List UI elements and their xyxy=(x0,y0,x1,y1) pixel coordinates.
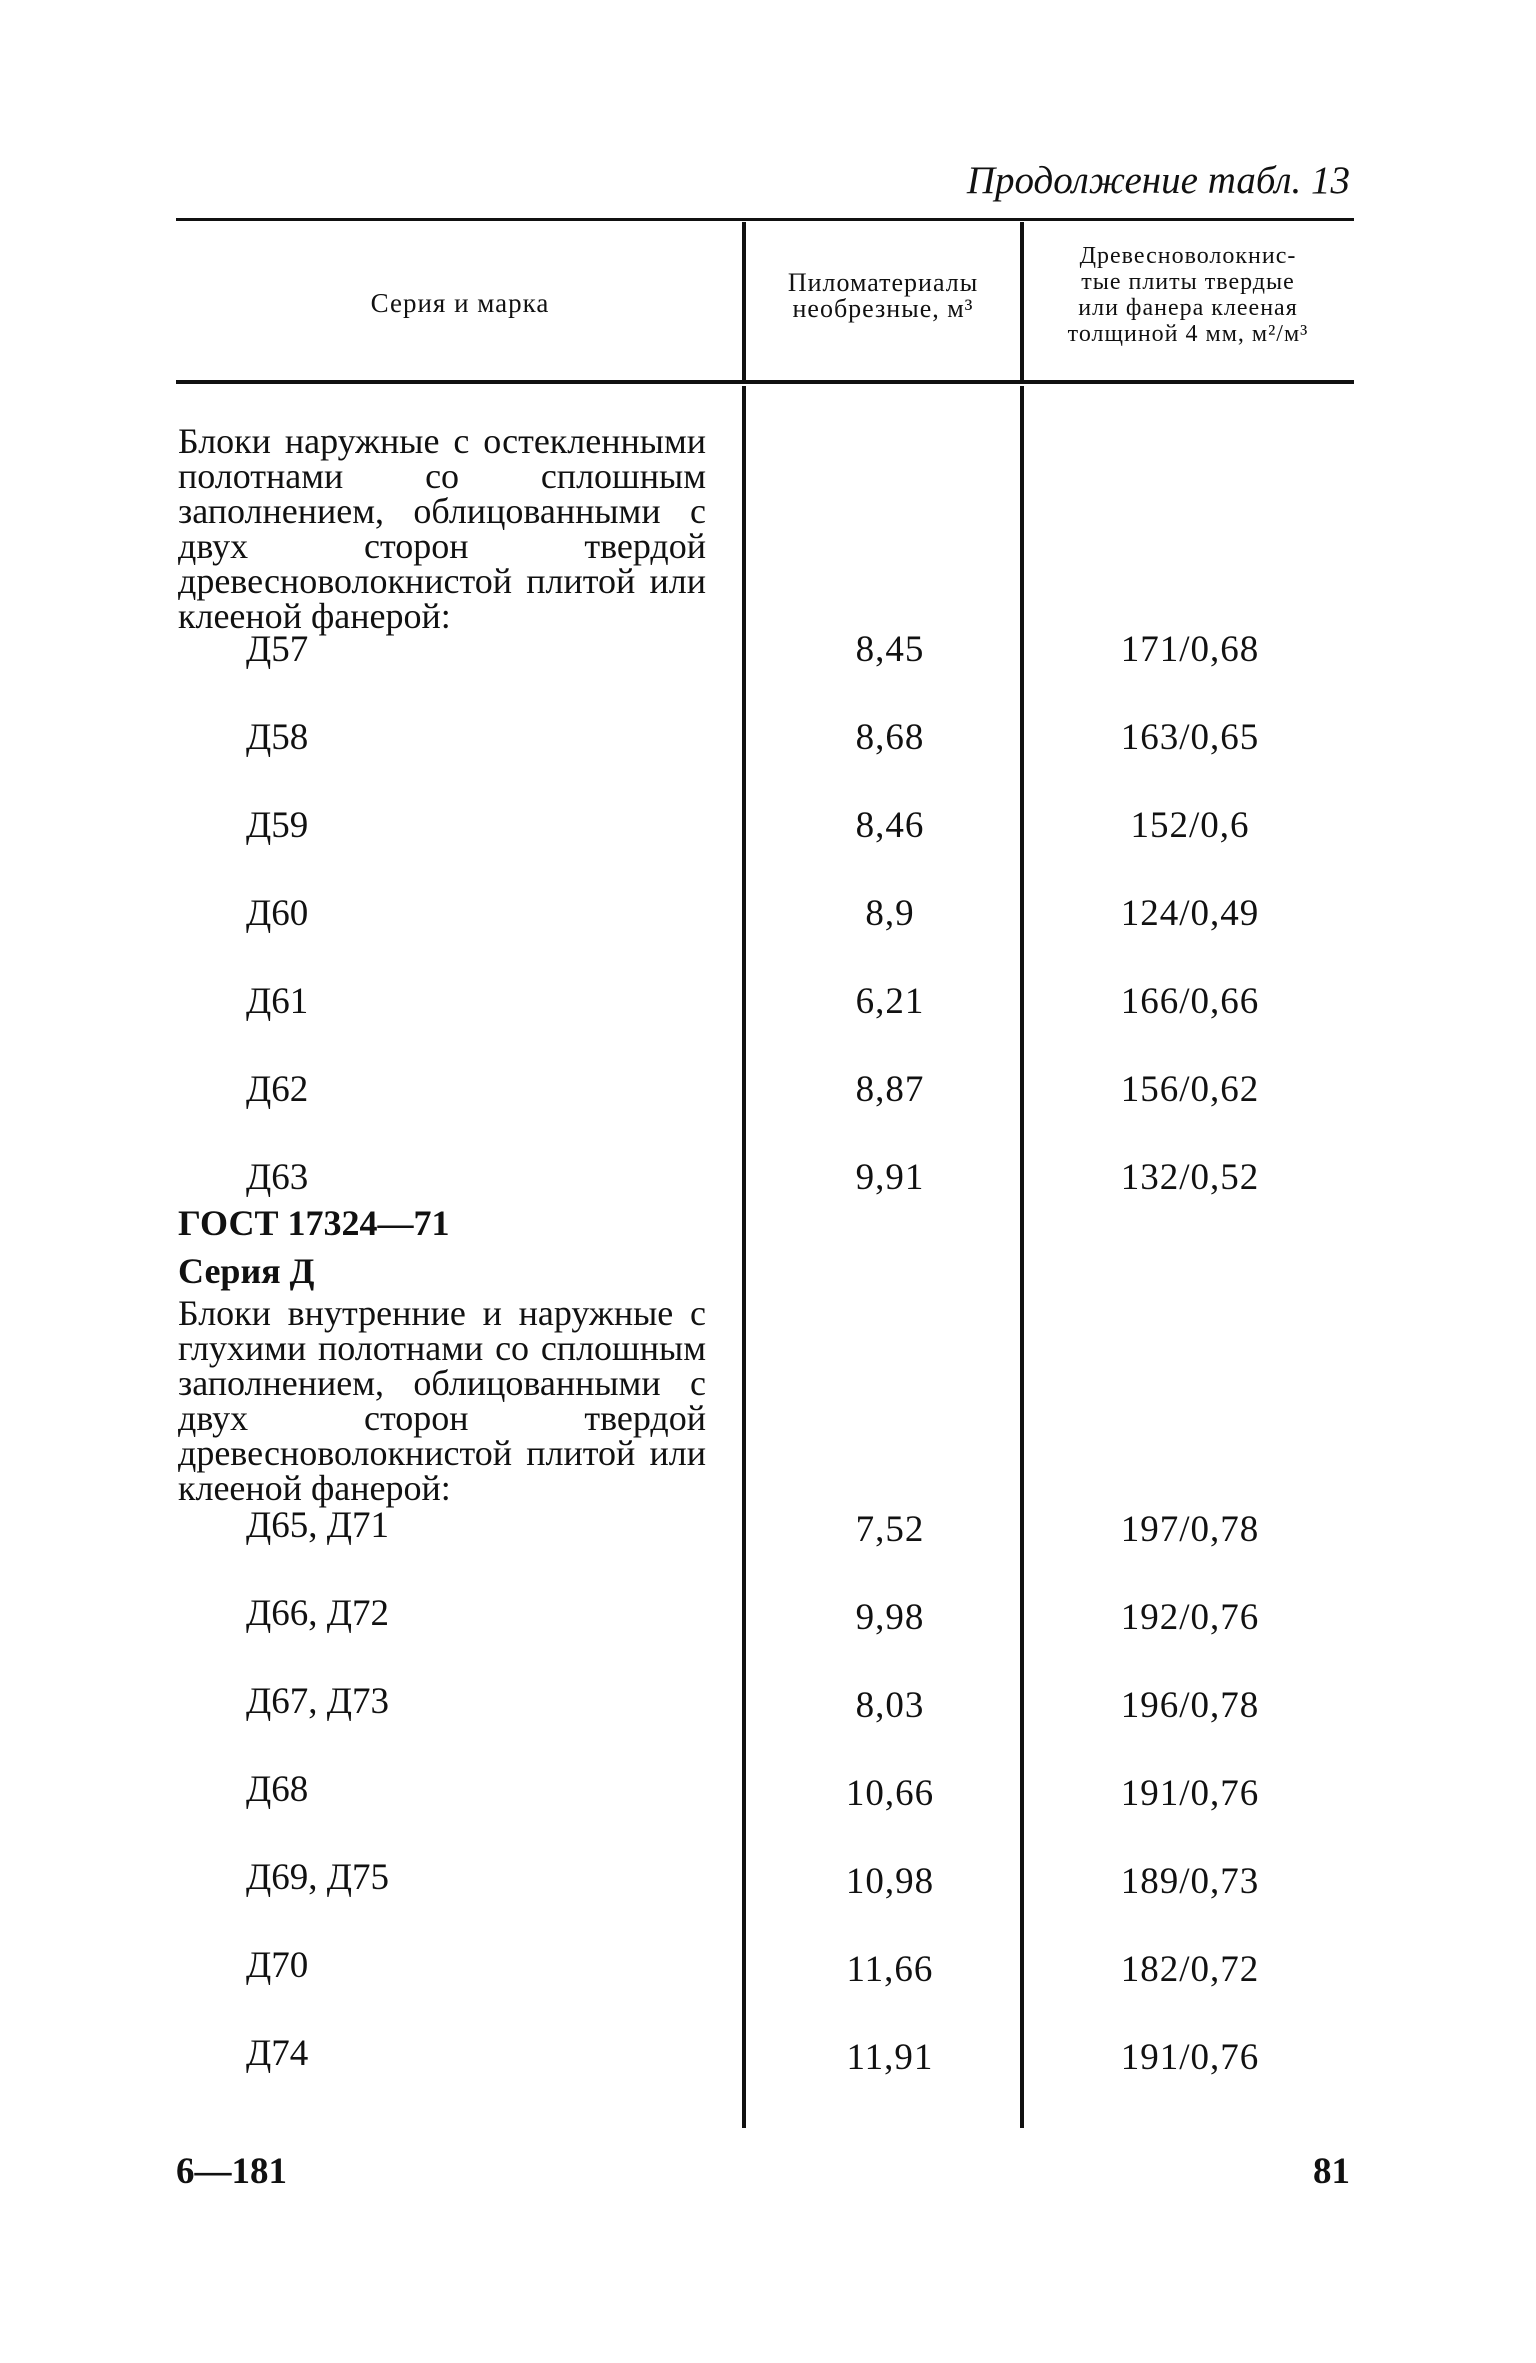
table-caption: Продолжение табл. 13 xyxy=(966,159,1350,202)
header-lumber xyxy=(752,270,1014,322)
row-fiberboard-value: 182/0,72 xyxy=(1120,1949,1260,1990)
header-fiberboard-line3: или фанера клееная xyxy=(1078,295,1298,321)
row-lumber-value: 8,46 xyxy=(855,805,925,846)
row-lumber-value: 11,66 xyxy=(846,1949,934,1990)
row-lumber-value: 8,68 xyxy=(855,717,925,758)
row-mark: Д66, Д72 xyxy=(246,1593,389,1634)
row-lumber-value: 10,66 xyxy=(845,1773,935,1814)
header-series-mark: Серия и марка xyxy=(370,288,550,318)
row-lumber-value: 8,03 xyxy=(855,1685,925,1726)
row-fiberboard-value: 196/0,78 xyxy=(1120,1685,1260,1726)
row-mark: Д62 xyxy=(246,1069,309,1110)
row-lumber-value: 8,87 xyxy=(855,1069,925,1110)
series-heading: Серия Д xyxy=(178,1251,315,1291)
row-mark: Д68 xyxy=(246,1769,309,1810)
column-divider-2-body xyxy=(1020,386,1024,2128)
row-mark: Д63 xyxy=(246,1157,309,1198)
header-lumber-line2: необрезные, м³ xyxy=(792,294,974,323)
row-fiberboard-value: 189/0,73 xyxy=(1120,1861,1260,1902)
standard-heading: ГОСТ 17324—71 xyxy=(178,1203,450,1243)
row-fiberboard-value: 171/0,68 xyxy=(1120,629,1260,670)
row-lumber-value: 6,21 xyxy=(855,981,925,1022)
header-fiberboard-line4: толщиной 4 мм, м²/м³ xyxy=(1067,321,1309,347)
header-lumber-line1: Пиломатериалы xyxy=(787,268,979,297)
row-lumber-value: 11,91 xyxy=(846,2037,934,2078)
column-divider-1 xyxy=(742,222,746,380)
row-fiberboard-value: 166/0,66 xyxy=(1120,981,1260,1022)
row-fiberboard-value: 191/0,76 xyxy=(1120,1773,1260,1814)
row-lumber-value: 10,98 xyxy=(845,1861,935,1902)
row-mark: Д59 xyxy=(246,805,309,846)
row-mark: Д57 xyxy=(246,629,309,670)
row-mark: Д70 xyxy=(246,1945,309,1986)
row-mark: Д69, Д75 xyxy=(246,1857,389,1898)
row-mark: Д74 xyxy=(246,2033,309,2074)
row-fiberboard-value: 163/0,65 xyxy=(1120,717,1260,758)
row-mark: Д58 xyxy=(246,717,309,758)
row-mark: Д60 xyxy=(246,893,309,934)
header-fiberboard-line1: Древесноволокнис- xyxy=(1079,243,1297,269)
row-fiberboard-value: 156/0,62 xyxy=(1120,1069,1260,1110)
footer-signature: 6—181 xyxy=(176,2151,287,2192)
header-fiberboard-line2: тые плиты твердые xyxy=(1081,269,1295,295)
row-fiberboard-value: 191/0,76 xyxy=(1120,2037,1260,2078)
row-fiberboard-value: 124/0,49 xyxy=(1120,893,1260,934)
row-mark: Д67, Д73 xyxy=(246,1681,389,1722)
row-lumber-value: 9,91 xyxy=(855,1157,925,1198)
header-rule xyxy=(176,380,1354,384)
row-fiberboard-value: 197/0,78 xyxy=(1120,1509,1260,1550)
row-mark: Д61 xyxy=(246,981,309,1022)
row-mark: Д65, Д71 xyxy=(246,1505,389,1546)
row-fiberboard-value: 132/0,52 xyxy=(1120,1157,1260,1198)
row-fiberboard-value: 192/0,76 xyxy=(1120,1597,1260,1638)
page-number: 81 xyxy=(1313,2151,1350,2192)
column-divider-1-body xyxy=(742,386,746,2128)
row-lumber-value: 9,98 xyxy=(855,1597,925,1638)
group1-description: Блоки наружные с остекленными полотнами со сплошным заполнением, облицованными с двух сторон твердой древесноволокнистой плитой или клееной фанерой: xyxy=(178,421,706,636)
row-lumber-value: 8,9 xyxy=(865,893,915,934)
row-lumber-value: 7,52 xyxy=(855,1509,925,1550)
row-fiberboard-value: 152/0,6 xyxy=(1130,805,1250,846)
top-rule xyxy=(176,218,1354,221)
row-lumber-value: 8,45 xyxy=(855,629,925,670)
header-fiberboard xyxy=(1024,243,1352,347)
group2-description: Блоки внутренние и наружные с глухими полотнами со сплошным заполнением, облицованными с двух сторон твердой древесноволокнистой плитой или клееной фанерой: xyxy=(178,1293,706,1508)
